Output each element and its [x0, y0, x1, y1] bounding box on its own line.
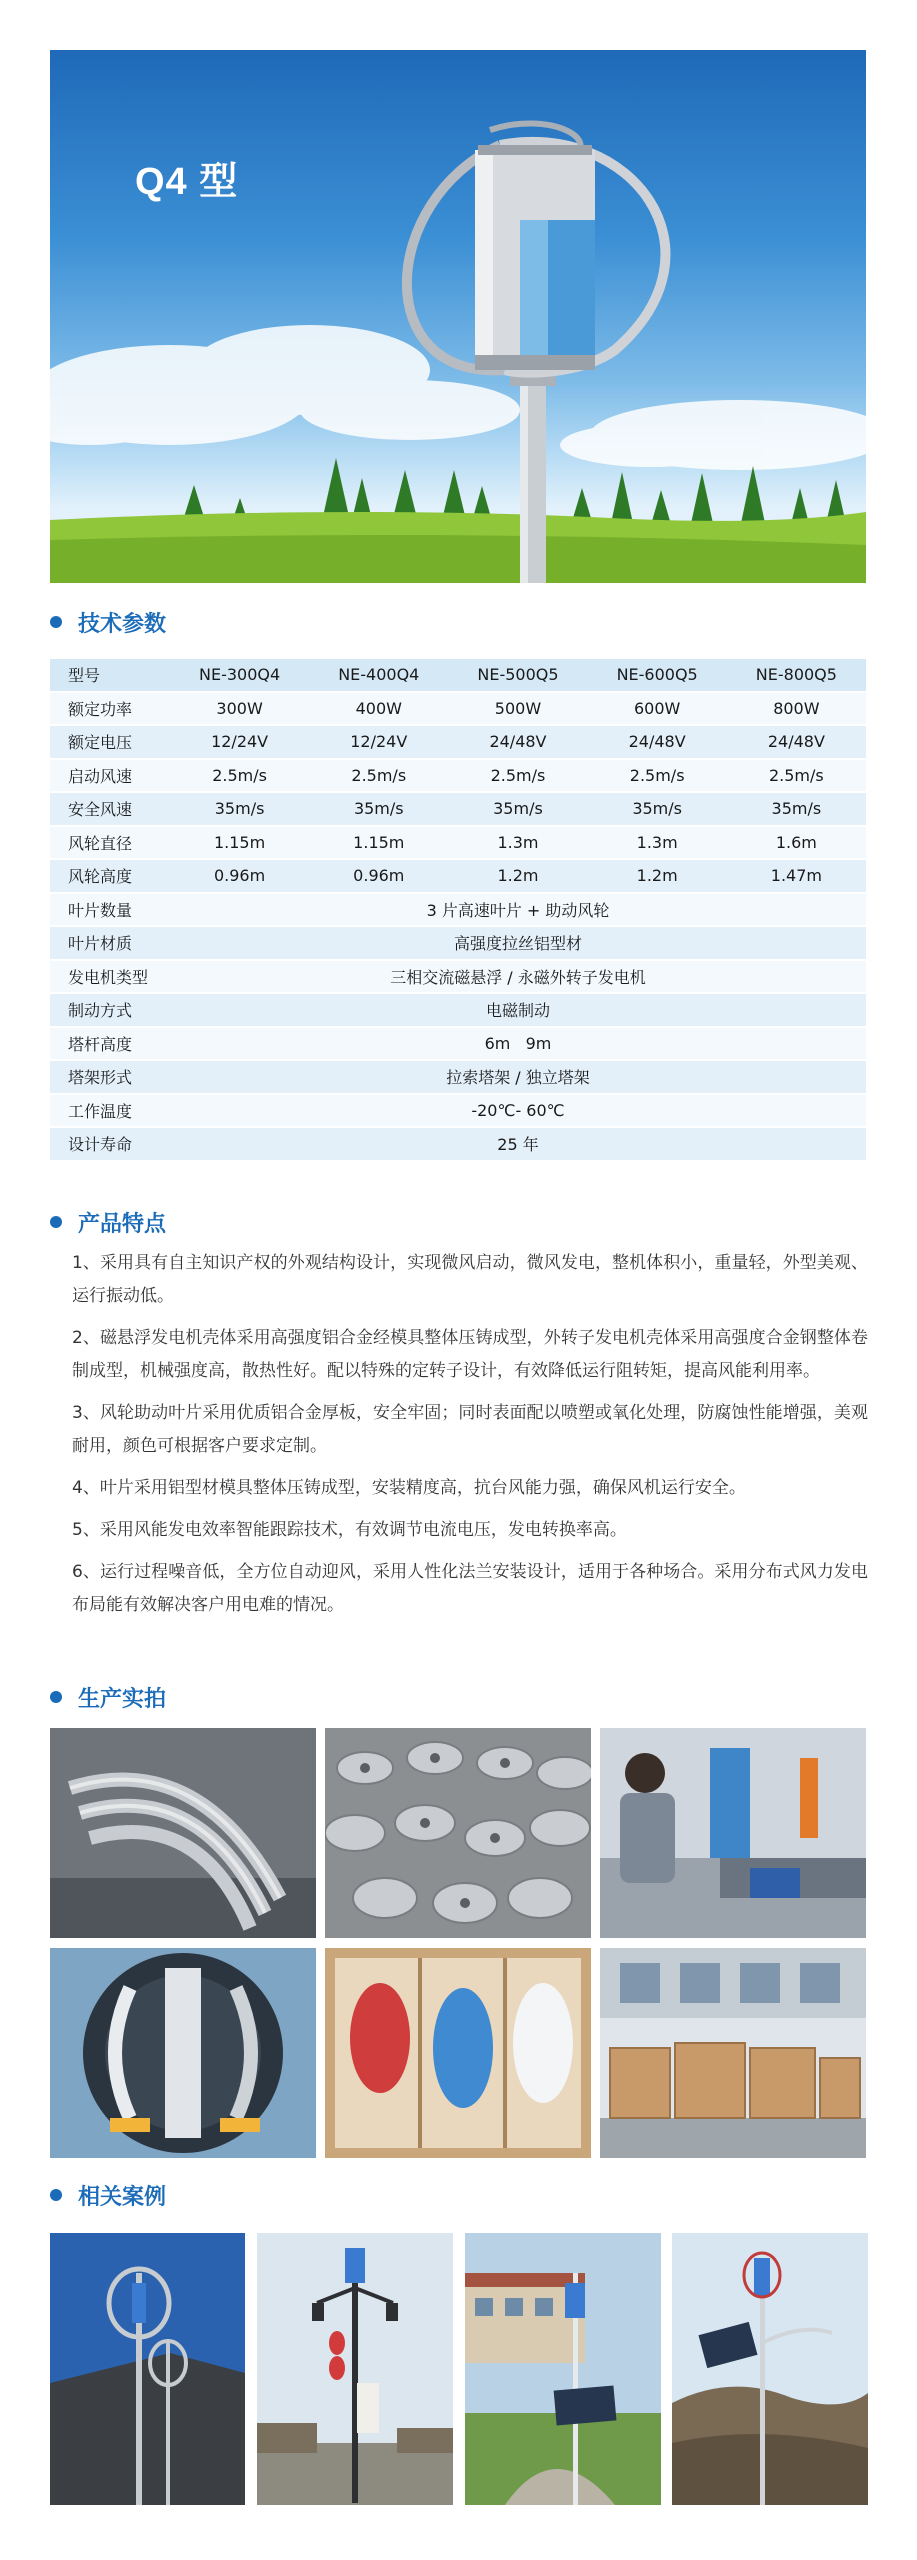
product-model-title: Q4 型: [135, 161, 239, 203]
row-label: 安全风速: [50, 793, 170, 825]
table-cell: 24/48V: [448, 726, 587, 758]
table-row: [50, 1128, 866, 1160]
table-header-cell: NE-400Q4: [309, 659, 448, 691]
table-cell: 拉索塔架 / 独立塔架: [170, 1061, 866, 1093]
row-label: 制动方式: [50, 994, 170, 1026]
feature-item: 3、风轮助动叶片采用优质铝合金厚板，安全牢固；同时表面配以喷塑或氧化处理，防腐蚀性能增强，美观耐用，颜色可根据客户要求定制。: [72, 1403, 868, 1456]
table-cell: 0.96m: [170, 860, 309, 892]
section-title: 技术参数: [78, 611, 167, 637]
table-header-cell: NE-300Q4: [170, 659, 309, 691]
production-photo-assembly-worker: [600, 1728, 866, 1938]
table-cell: 6m 9m: [170, 1028, 866, 1060]
table-cell: 35m/s: [727, 793, 866, 825]
table-row: [50, 793, 866, 825]
table-cell: 0.96m: [309, 860, 448, 892]
table-header-cell: NE-500Q5: [448, 659, 587, 691]
production-photo-generator-parts: [325, 1728, 591, 1938]
table-row: [50, 1095, 866, 1127]
row-label: 设计寿命: [50, 1128, 170, 1160]
table-header-cell: 型号: [50, 659, 170, 691]
row-label: 发电机类型: [50, 961, 170, 993]
table-cell: 24/48V: [588, 726, 727, 758]
section-title: 产品特点: [78, 1211, 167, 1237]
table-cell: 3 片高速叶片 + 助动风轮: [170, 894, 866, 926]
table-cell: -20℃- 60℃: [170, 1095, 866, 1127]
table-cell: 35m/s: [170, 793, 309, 825]
table-cell: 1.2m: [448, 860, 587, 892]
feature-item: 1、采用具有自主知识产权的外观结构设计，实现微风启动，微风发电，整机体积小，重量轻，外型美观、运行振动低。: [72, 1253, 868, 1306]
row-label: 叶片数量: [50, 894, 170, 926]
table-cell: 35m/s: [448, 793, 587, 825]
table-cell: 1.6m: [727, 827, 866, 859]
section-heading-features: [50, 1207, 166, 1237]
table-cell: 25 年: [170, 1128, 866, 1160]
table-row: [50, 760, 866, 792]
table-cell: 1.15m: [309, 827, 448, 859]
bullet-icon: [50, 616, 62, 628]
spec-header-row: [50, 659, 866, 691]
bullet-icon: [50, 1691, 62, 1703]
row-label: 额定电压: [50, 726, 170, 758]
table-cell: 1.2m: [588, 860, 727, 892]
table-cell: 24/48V: [727, 726, 866, 758]
table-cell: 12/24V: [309, 726, 448, 758]
row-label: 风轮直径: [50, 827, 170, 859]
table-cell: 2.5m/s: [727, 760, 866, 792]
table-cell: 电磁制动: [170, 994, 866, 1026]
table-row: [50, 1061, 866, 1093]
production-photo-blades: [50, 1728, 316, 1938]
feature-item: 2、磁悬浮发电机壳体采用高强度铝合金经模具整体压铸成型，外转子发电机壳体采用高强度合金钢整体卷制成型，机械强度高，散热性好。配以特殊的定转子设计，有效降低运行阻转矩，提高风能利用率。: [72, 1328, 868, 1381]
table-cell: 35m/s: [309, 793, 448, 825]
bullet-icon: [50, 1216, 62, 1228]
table-cell: 高强度拉丝铝型材: [170, 927, 866, 959]
table-row: [50, 693, 866, 725]
feature-item: 5、采用风能发电效率智能跟踪技术，有效调节电流电压，发电转换率高。: [72, 1520, 627, 1540]
section-title: 生产实拍: [78, 1686, 167, 1712]
case-photo-hillside: [672, 2233, 868, 2505]
table-cell: 1.15m: [170, 827, 309, 859]
table-row: [50, 860, 866, 892]
table-row: [50, 927, 866, 959]
section-title: 相关案例: [78, 2184, 167, 2210]
table-cell: 2.5m/s: [170, 760, 309, 792]
table-cell: 500W: [448, 693, 587, 725]
table-cell: 12/24V: [170, 726, 309, 758]
wind-turbine-illustration: [50, 50, 866, 583]
feature-item: 6、运行过程噪音低，全方位自动迎风，采用人性化法兰安装设计，适用于各种场合。采用分布式风力发电布局能有效解决客户用电难的情况。: [72, 1562, 868, 1615]
section-heading-production: [50, 1682, 166, 1712]
table-cell: 三相交流磁悬浮 / 永磁外转子发电机: [170, 961, 866, 993]
table-cell: 2.5m/s: [448, 760, 587, 792]
table-row: [50, 726, 866, 758]
table-cell: 35m/s: [588, 793, 727, 825]
section-heading-spec: [50, 607, 166, 637]
case-photo-street-lamp: [257, 2233, 453, 2505]
table-cell: 400W: [309, 693, 448, 725]
hero-image: [50, 50, 866, 583]
row-label: 塔杆高度: [50, 1028, 170, 1060]
case-photo-building: [50, 2233, 245, 2505]
section-heading-cases: [50, 2180, 166, 2210]
table-row: [50, 894, 866, 926]
table-cell: 2.5m/s: [588, 760, 727, 792]
table-cell: 300W: [170, 693, 309, 725]
row-label: 额定功率: [50, 693, 170, 725]
table-cell: 1.47m: [727, 860, 866, 892]
table-cell: 600W: [588, 693, 727, 725]
table-row: [50, 994, 866, 1026]
table-cell: 1.3m: [588, 827, 727, 859]
table-row: [50, 961, 866, 993]
row-label: 塔架形式: [50, 1061, 170, 1093]
row-label: 叶片材质: [50, 927, 170, 959]
table-row: [50, 827, 866, 859]
row-label: 风轮高度: [50, 860, 170, 892]
spec-table: [50, 657, 866, 1185]
table-row: [50, 1028, 866, 1060]
case-photo-solar-hybrid: [465, 2233, 661, 2505]
row-label: 启动风速: [50, 760, 170, 792]
table-header-cell: NE-800Q5: [727, 659, 866, 691]
production-photo-packed-parts: [325, 1948, 591, 2158]
table-header-cell: NE-600Q5: [588, 659, 727, 691]
table-cell: 2.5m/s: [309, 760, 448, 792]
feature-list: [72, 1247, 868, 1631]
table-cell: 800W: [727, 693, 866, 725]
production-photo-warehouse: [600, 1948, 866, 2158]
row-label: 工作温度: [50, 1095, 170, 1127]
bullet-icon: [50, 2189, 62, 2201]
table-cell: 1.3m: [448, 827, 587, 859]
production-photo-turbine-frame: [50, 1948, 316, 2158]
feature-item: 4、叶片采用铝型材模具整体压铸成型，安装精度高，抗台风能力强，确保风机运行安全。: [72, 1478, 746, 1498]
